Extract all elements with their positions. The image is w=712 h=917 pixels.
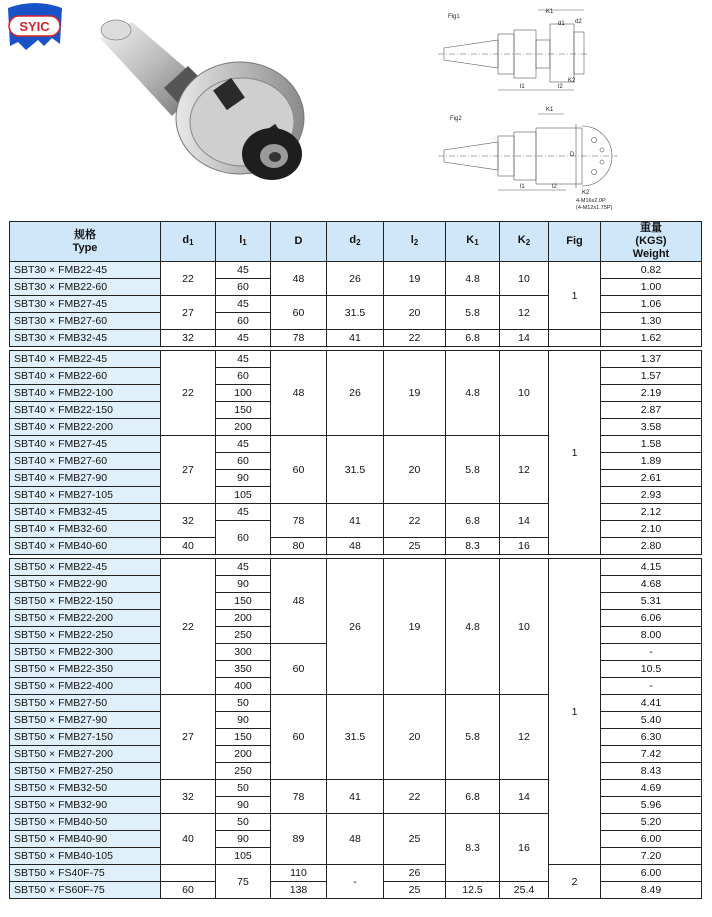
k1-cell: 5.8 <box>446 695 500 780</box>
type-cell: SBT50 × FMB27-250 <box>10 763 161 780</box>
d2-cell: 48 <box>327 538 384 555</box>
d1-cell: 40 <box>161 538 216 555</box>
d2-cell: 41 <box>327 330 384 347</box>
spec-table <box>9 221 702 899</box>
type-cell: SBT40 × FMB22-60 <box>10 368 161 385</box>
D-cell: 78 <box>271 330 327 347</box>
k1-cell: 8.3 <box>446 538 500 555</box>
k2-cell: 10 <box>500 262 549 296</box>
syic-logo <box>4 0 66 52</box>
table-header-row <box>10 222 702 262</box>
type-cell: SBT40 × FMB22-200 <box>10 419 161 436</box>
l1-cell: 400 <box>216 678 271 695</box>
D-cell: 110 <box>271 865 327 882</box>
weight-cell: 2.80 <box>601 538 702 555</box>
weight-cell: 6.00 <box>601 865 702 882</box>
k2-cell: 16 <box>500 814 549 882</box>
d1-cell: 22 <box>161 351 216 436</box>
D-header: D <box>271 222 327 262</box>
type-cell: SBT30 × FMB22-60 <box>10 279 161 296</box>
k2-header: $K_2$ <box>500 222 549 262</box>
k2-cell: 10 <box>500 351 549 436</box>
D-cell: 80 <box>271 538 327 555</box>
l2-cell: 20 <box>384 296 446 330</box>
fig1-label: Fig1 <box>448 14 460 20</box>
l1-cell: 45 <box>216 436 271 453</box>
l1-cell: 50 <box>216 814 271 831</box>
fig2-k2: K2 <box>582 190 590 196</box>
fig2-l2: l2 <box>552 184 557 190</box>
l1-cell: 45 <box>216 330 271 347</box>
l1-cell: 300 <box>216 644 271 661</box>
l1-cell: 150 <box>216 593 271 610</box>
d2-cell: 41 <box>327 780 384 814</box>
fig-cell: 1 <box>549 351 601 555</box>
weight-cell: 6.00 <box>601 831 702 848</box>
weight-cell: 1.37 <box>601 351 702 368</box>
d2-cell: 31.5 <box>327 436 384 504</box>
weight-cell: 1.30 <box>601 313 702 330</box>
weight-cell: 5.31 <box>601 593 702 610</box>
weight-cell: 5.40 <box>601 712 702 729</box>
weight-cell: 4.15 <box>601 559 702 576</box>
type-cell: SBT50 × FMB27-50 <box>10 695 161 712</box>
k2-cell: 12 <box>500 436 549 504</box>
l1-cell: 60 <box>216 313 271 330</box>
k1-cell: 8.3 <box>446 814 500 882</box>
k1-cell: 4.8 <box>446 351 500 436</box>
fig2-thread1: 4-M16x2.0P <box>576 198 606 204</box>
d1-cell: 32 <box>161 780 216 814</box>
type-cell: SBT40 × FMB27-105 <box>10 487 161 504</box>
fig1-l2: l2 <box>558 84 563 90</box>
D-cell: 78 <box>271 780 327 814</box>
l1-cell: 350 <box>216 661 271 678</box>
k1-cell: 5.8 <box>446 296 500 330</box>
k2-cell: 14 <box>500 780 549 814</box>
type-cell: SBT50 × FMB40-50 <box>10 814 161 831</box>
l1-cell: 250 <box>216 763 271 780</box>
type-cell: SBT40 × FMB27-60 <box>10 453 161 470</box>
d2-cell: - <box>327 865 384 899</box>
type-cell: SBT50 × FMB32-90 <box>10 797 161 814</box>
type-header: 规格 Type <box>10 222 161 262</box>
l1-cell: 90 <box>216 576 271 593</box>
weight-cell: 4.69 <box>601 780 702 797</box>
weight-cell: 1.57 <box>601 368 702 385</box>
table-row <box>10 351 702 368</box>
fig-cell: 2 <box>549 865 601 899</box>
weight-cell: 1.62 <box>601 330 702 347</box>
type-cell: SBT40 × FMB22-45 <box>10 351 161 368</box>
l1-cell: 90 <box>216 831 271 848</box>
fig2-label: Fig2 <box>450 116 462 122</box>
weight-cell: 2.87 <box>601 402 702 419</box>
weight-cell: 8.49 <box>601 882 702 899</box>
l1-cell: 150 <box>216 402 271 419</box>
k2-cell: 14 <box>500 504 549 538</box>
weight-cell: 4.41 <box>601 695 702 712</box>
l1-cell: 90 <box>216 712 271 729</box>
k2-cell: 25.4 <box>500 882 549 899</box>
l2-cell: 22 <box>384 330 446 347</box>
fig1-d1: d1 <box>558 21 565 27</box>
weight-header: 重量 (KGS) Weight <box>601 222 702 262</box>
type-cell: SBT50 × FMB22-250 <box>10 627 161 644</box>
D-cell: 60 <box>271 695 327 780</box>
l1-cell: 60 <box>216 368 271 385</box>
fig1-l1: l1 <box>520 84 525 90</box>
d2-cell: 26 <box>327 351 384 436</box>
weight-cell: 6.30 <box>601 729 702 746</box>
type-cell: SBT50 × FMB32-50 <box>10 780 161 797</box>
l1-cell: 45 <box>216 504 271 521</box>
d1-cell: 22 <box>161 559 216 695</box>
l2-cell: 25 <box>384 814 446 865</box>
type-cell: SBT50 × FMB27-90 <box>10 712 161 729</box>
k1-cell: 12.5 <box>446 882 500 899</box>
type-cell: SBT50 × FMB40-90 <box>10 831 161 848</box>
k1-cell: 4.8 <box>446 559 500 695</box>
l2-cell: 20 <box>384 695 446 780</box>
type-cell: SBT50 × FMB22-400 <box>10 678 161 695</box>
k1-cell: 6.8 <box>446 780 500 814</box>
weight-cell: 6.06 <box>601 610 702 627</box>
k1-cell: 6.8 <box>446 504 500 538</box>
weight-cell: - <box>601 678 702 695</box>
l1-cell: 200 <box>216 610 271 627</box>
l1-cell: 105 <box>216 848 271 865</box>
type-cell: SBT50 × FMB22-45 <box>10 559 161 576</box>
table-row <box>10 262 702 279</box>
fig1-k1: K1 <box>546 9 554 15</box>
type-cell: SBT40 × FMB40-60 <box>10 538 161 555</box>
D-cell: 89 <box>271 814 327 865</box>
l2-cell: 19 <box>384 351 446 436</box>
d2-cell: 31.5 <box>327 296 384 330</box>
fig-header: Fig <box>549 222 601 262</box>
k1-cell: 4.8 <box>446 262 500 296</box>
l2-cell: 19 <box>384 262 446 296</box>
type-cell: SBT40 × FMB32-60 <box>10 521 161 538</box>
weight-cell: 7.42 <box>601 746 702 763</box>
type-cell: SBT50 × FMB27-150 <box>10 729 161 746</box>
type-cell: SBT40 × FMB22-100 <box>10 385 161 402</box>
weight-cell: 2.93 <box>601 487 702 504</box>
d2-cell: 31.5 <box>327 695 384 780</box>
fig-cell: 1 <box>549 559 601 865</box>
type-cell: SBT40 × FMB27-45 <box>10 436 161 453</box>
fig1-k2: K2 <box>568 78 576 84</box>
k2-cell: 10 <box>500 559 549 695</box>
l1-cell: 45 <box>216 351 271 368</box>
type-cell: SBT50 × FMB22-90 <box>10 576 161 593</box>
d1-cell: 32 <box>161 330 216 347</box>
D-cell: 48 <box>271 262 327 296</box>
d1-cell: 32 <box>161 504 216 538</box>
fig2-d: D <box>570 152 575 158</box>
weight-cell: 7.20 <box>601 848 702 865</box>
type-cell: SBT50 × FS60F-75 <box>10 882 161 899</box>
d1-cell: 60 <box>161 882 216 899</box>
type-cell: SBT50 × FMB22-150 <box>10 593 161 610</box>
l2-cell: 22 <box>384 504 446 538</box>
d1-cell: 22 <box>161 262 216 296</box>
type-cell: SBT50 × FMB22-300 <box>10 644 161 661</box>
l1-cell: 45 <box>216 559 271 576</box>
l1-cell: 45 <box>216 262 271 279</box>
type-cell: SBT50 × FMB22-200 <box>10 610 161 627</box>
d1-header: $d_1$ <box>161 222 216 262</box>
weight-cell: 5.20 <box>601 814 702 831</box>
d2-header: $d_2$ <box>327 222 384 262</box>
l1-header: $l_1$ <box>216 222 271 262</box>
type-cell: SBT50 × FS40F-75 <box>10 865 161 882</box>
type-cell: SBT30 × FMB32-45 <box>10 330 161 347</box>
D-cell: 60 <box>271 436 327 504</box>
weight-cell: 1.89 <box>601 453 702 470</box>
weight-cell: 2.12 <box>601 504 702 521</box>
k1-header: $K_1$ <box>446 222 500 262</box>
type-cell: SBT30 × FMB22-45 <box>10 262 161 279</box>
D-cell: 138 <box>271 882 327 899</box>
l1-cell: 90 <box>216 797 271 814</box>
type-cell: SBT40 × FMB22-150 <box>10 402 161 419</box>
l1-cell: 60 <box>216 279 271 296</box>
weight-cell: 1.58 <box>601 436 702 453</box>
k2-cell: 12 <box>500 296 549 330</box>
l1-cell: 50 <box>216 695 271 712</box>
l2-cell: 25 <box>384 882 446 899</box>
weight-cell: 10.5 <box>601 661 702 678</box>
l1-cell: 50 <box>216 780 271 797</box>
product-photo <box>92 18 314 196</box>
weight-cell: 8.00 <box>601 627 702 644</box>
d1-cell: 27 <box>161 296 216 330</box>
l2-cell: 25 <box>384 538 446 555</box>
d2-cell: 48 <box>327 814 384 865</box>
k1-cell: 6.8 <box>446 330 500 347</box>
d1-cell <box>161 865 216 882</box>
fig2-k1: K1 <box>546 107 554 113</box>
spec-table-body <box>10 262 702 899</box>
d2-cell: 26 <box>327 262 384 296</box>
k2-cell: 12 <box>500 695 549 780</box>
k1-cell: 5.8 <box>446 436 500 504</box>
l1-cell: 100 <box>216 385 271 402</box>
fig2-thread2: (4-M12x1.75P) <box>576 205 613 211</box>
d1-cell: 27 <box>161 695 216 780</box>
d1-cell: 27 <box>161 436 216 504</box>
k2-cell: 14 <box>500 330 549 347</box>
weight-cell: 0.82 <box>601 262 702 279</box>
weight-cell: 2.19 <box>601 385 702 402</box>
D-cell: 60 <box>271 644 327 695</box>
fig-cell <box>549 330 601 347</box>
D-cell: 60 <box>271 296 327 330</box>
type-cell: SBT40 × FMB27-90 <box>10 470 161 487</box>
weight-cell: 1.06 <box>601 296 702 313</box>
table-row <box>10 559 702 576</box>
weight-cell: - <box>601 644 702 661</box>
weight-cell: 3.58 <box>601 419 702 436</box>
type-cell: SBT30 × FMB27-60 <box>10 313 161 330</box>
type-cell: SBT50 × FMB27-200 <box>10 746 161 763</box>
l1-cell: 200 <box>216 746 271 763</box>
D-cell: 78 <box>271 504 327 538</box>
type-cell: SBT50 × FMB22-350 <box>10 661 161 678</box>
table-row <box>10 330 702 347</box>
l1-cell: 250 <box>216 627 271 644</box>
table-row <box>10 865 702 882</box>
d1-cell: 40 <box>161 814 216 865</box>
weight-cell: 8.43 <box>601 763 702 780</box>
l2-cell: 19 <box>384 559 446 695</box>
D-cell: 48 <box>271 559 327 644</box>
weight-cell: 5.96 <box>601 797 702 814</box>
fig-cell: 1 <box>549 262 601 330</box>
l1-cell: 45 <box>216 296 271 313</box>
fig2-l1: l1 <box>520 184 525 190</box>
l1-cell: 60 <box>216 453 271 470</box>
weight-cell: 1.00 <box>601 279 702 296</box>
technical-drawings <box>438 4 638 214</box>
l2-cell: 22 <box>384 780 446 814</box>
l1-cell: 200 <box>216 419 271 436</box>
header-area <box>0 0 712 218</box>
weight-cell: 4.68 <box>601 576 702 593</box>
fig1-d2: d2 <box>575 19 582 25</box>
l1-cell: 75 <box>216 865 271 899</box>
type-cell: SBT40 × FMB32-45 <box>10 504 161 521</box>
l1-cell: 105 <box>216 487 271 504</box>
k2-cell: 16 <box>500 538 549 555</box>
weight-cell: 2.61 <box>601 470 702 487</box>
d2-cell: 41 <box>327 504 384 538</box>
l1-cell: 90 <box>216 470 271 487</box>
l2-cell: 26 <box>384 865 446 882</box>
d2-cell: 26 <box>327 559 384 695</box>
D-cell: 48 <box>271 351 327 436</box>
l1-cell: 60 <box>216 521 271 555</box>
l1-cell: 150 <box>216 729 271 746</box>
l2-cell: 20 <box>384 436 446 504</box>
logo-text: SYIC <box>19 19 50 34</box>
type-cell: SBT30 × FMB27-45 <box>10 296 161 313</box>
type-cell: SBT50 × FMB40-105 <box>10 848 161 865</box>
weight-cell: 2.10 <box>601 521 702 538</box>
l2-header: $l_2$ <box>384 222 446 262</box>
